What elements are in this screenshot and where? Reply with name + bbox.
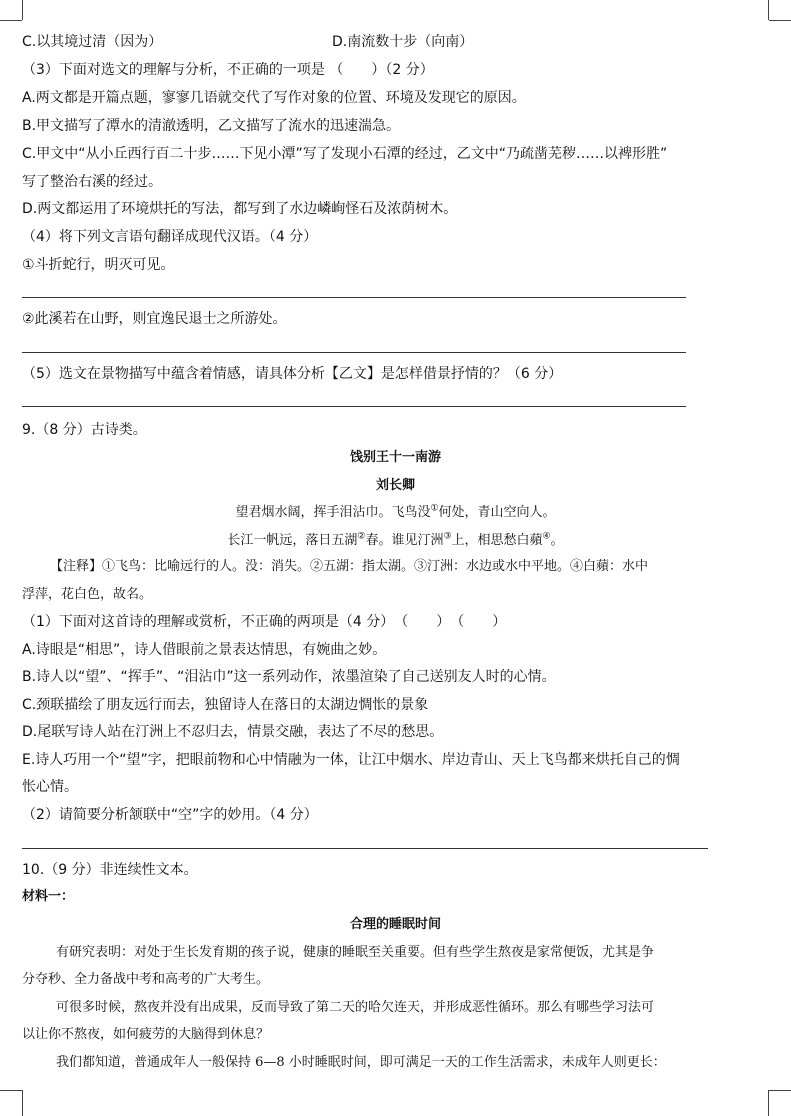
poem-title: 饯别王十一南游: [349, 450, 441, 465]
poem-notes-line-1: 【注释】①飞鸟：比喻远行的人。没：消失。②五湖：指太湖。③汀洲：水边或水中平地。④白蘋：水中: [50, 559, 649, 574]
q8-part3-stem: （3）下面对选文的理解与分析，不正确的一项是 （ ）（2 分）: [22, 62, 434, 78]
article-para-2-line-2: 以让你不熬夜，如何疲劳的大脑得到休息？: [22, 1027, 270, 1042]
q9-part1-option-b: B.诗人以“望”、“挥手”、“泪沾巾”这一系列动作，浓墨渲染了自己送别友人时的心情。: [22, 669, 556, 685]
answer-line[interactable]: [22, 406, 686, 407]
crop-mark-top-left-v: [22, 0, 23, 20]
q8-part4-sentence-1: ①斗折蛇行，明灭可见。: [22, 257, 175, 273]
footnote-marker: ②: [357, 531, 366, 542]
q8-part3-option-c-line2: 写了整治右溪的经过。: [22, 174, 162, 190]
crop-mark-bottom-left: [0, 1090, 22, 1091]
q8-part3-option-d: D.两文都运用了环境烘托的写法，都写到了水边嶙峋怪石及浓荫树木。: [22, 201, 458, 217]
poem-line-1-text-a: 望君烟水阔，挥手泪沾巾。飞鸟没: [235, 505, 431, 520]
article-title: 合理的睡眠时间: [349, 917, 441, 932]
crop-mark-top-left: [0, 20, 22, 21]
q9-part1-option-e-line2: 怅心情。: [22, 779, 78, 795]
q10-heading: 10.（9 分）非连续性文本。: [22, 862, 198, 878]
poem-line-2-text-b: 春。谁见汀洲: [365, 533, 444, 548]
q8-part3-option-a: A.两文都是开篇点题，寥寥几语就交代了写作对象的位置、环境及发现它的原因。: [22, 90, 526, 106]
q8-part4-stem: （4）将下列文言语句翻译成现代汉语。（4 分）: [22, 229, 318, 245]
crop-mark-bottom-right: [769, 1090, 791, 1091]
q9-heading: 9.（8 分）古诗类。: [22, 422, 147, 438]
crop-mark-bottom-left-v: [22, 1090, 23, 1116]
poem-line-1-text-b: 何处，青山空向人。: [438, 505, 556, 520]
article-para-1-line-2: 分夺秒、全力备战中考和高考的广大考生。: [22, 972, 270, 987]
q9-part1-stem: （1）下面对这首诗的理解或赏析，不正确的两项是（4 分） （ ） （ ）: [22, 614, 507, 630]
q8-option-d-prev: D.南流数十步（向南）: [332, 34, 474, 50]
q8-part5-stem: （5）选文在景物描写中蕴含着情感，请具体分析【乙文】是怎样借景抒情的？（6 分）: [22, 366, 563, 382]
q9-part1-option-c: C.颈联描绘了朋友远行而去，独留诗人在落日的太湖边惆怅的景象: [22, 697, 429, 713]
q8-part4-sentence-2: ②此溪若在山野，则宜逸民退士之所游处。: [22, 311, 287, 327]
q9-part1-option-e-line1: E.诗人巧用一个“望”字，把眼前物和心中情融为一体，让江中烟水、岸边青山、天上飞鸟都来烘托自己的惆: [22, 752, 680, 768]
answer-line[interactable]: [22, 297, 686, 298]
crop-mark-bottom-right-v: [768, 1090, 769, 1116]
article-para-3-line-1: 我们都知道，普通成年人一般保持 6—8 小时睡眠时间，即可满足一天的工作生活需求，未成年人则更长：: [56, 1055, 666, 1070]
poem-line-2-text-c: 上，相思愁白蘋: [451, 533, 543, 548]
q9-part1-option-a: A.诗眼是“相思”，诗人借眼前之景表达情思，有婉曲之妙。: [22, 642, 387, 658]
q8-part3-option-b: B.甲文描写了潭水的清澈透明，乙文描写了流水的迅速湍急。: [22, 118, 401, 134]
article-para-2-line-1: 可很多时候，熬夜并没有出成果，反而导致了第二天的哈欠连天，并形成恶性循环。那么有哪些学习法可: [56, 1000, 655, 1015]
footnote-marker: ①: [430, 503, 439, 514]
q9-part2-stem: （2）请简要分析颔联中“空”字的妙用。（4 分）: [22, 807, 318, 823]
answer-line[interactable]: [22, 848, 708, 849]
q8-options-row: [22, 32, 769, 52]
poem-notes-line-2: 浮萍，花白色，故名。: [22, 587, 153, 602]
answer-line[interactable]: [22, 352, 686, 353]
poem-line-2-text-d: 。: [550, 533, 564, 548]
article-para-1-line-1: 有研究表明：对处于生长发育期的孩子说，健康的睡眠至关重要。但有些学生熬夜是家常便饭，尤其是争: [56, 945, 655, 960]
q9-part1-option-d: D.尾联写诗人站在汀洲上不忍归去，情景交融，表达了不尽的愁思。: [22, 724, 444, 740]
poem-line-2-text-a: 长江一帆远，落日五湖: [227, 533, 358, 548]
poem-author: 刘长卿: [375, 478, 415, 493]
poem-line-1: [0, 503, 791, 523]
crop-mark-top-right-v: [768, 0, 769, 20]
poem-line-2: [0, 531, 791, 551]
material-label: 材料一：: [22, 889, 75, 904]
crop-mark-top-right: [769, 20, 791, 21]
q8-option-c-prev: C.以其境过清（因为）: [22, 34, 163, 50]
footnote-marker: ④: [542, 531, 551, 542]
q8-part3-option-c-line1: C.甲文中“从小丘西行百二十步……下见小潭”写了发现小石潭的经过，乙文中“乃疏凿芜秽……以裨形胜”: [22, 146, 668, 162]
footnote-marker: ③: [443, 531, 452, 542]
